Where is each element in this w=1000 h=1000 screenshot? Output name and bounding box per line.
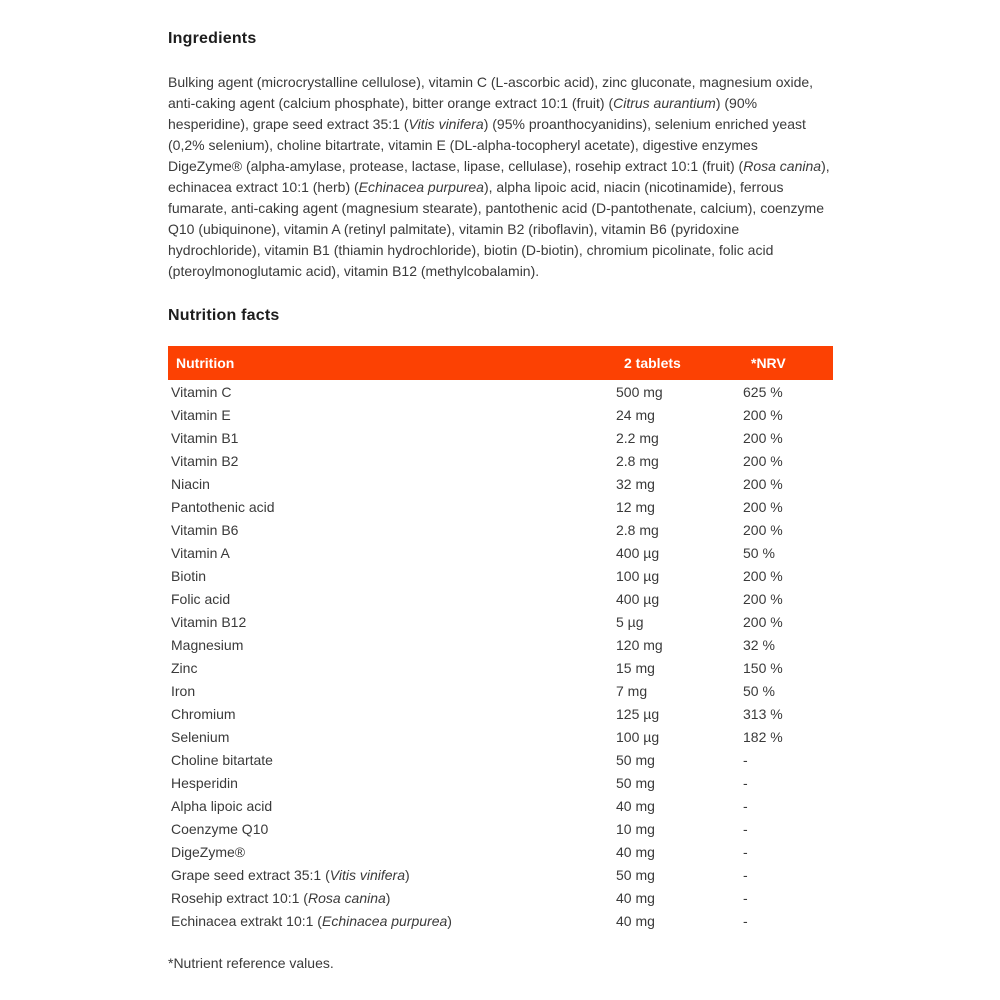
nutrient-name — [168, 702, 616, 725]
nutrient-amount: 40 mg — [616, 843, 655, 860]
text-segment: Coenzyme Q10 — [171, 820, 269, 837]
nutrient-nrv: 200 % — [743, 429, 783, 446]
text-segment: ) — [385, 889, 391, 906]
latin-name-italic: Echinacea purpurea — [321, 912, 448, 929]
nutrient-name — [168, 863, 616, 886]
table-row — [168, 403, 833, 426]
nutrient-name — [168, 748, 616, 771]
nutrient-name — [168, 633, 616, 656]
text-segment: Bulking agent (microcrystalline cellulose), vitamin C (L-ascorbic acid), zinc gluconate, magnesium oxide, anti-caking agent (calcium phosphate), bitter orange extract 10:1 (fruit) ( — [168, 74, 814, 111]
text-segment: Vitamin E — [171, 406, 231, 423]
nutrient-nrv: 200 % — [743, 475, 783, 492]
table-row — [168, 679, 833, 702]
nutrient-nrv: 32 % — [743, 636, 775, 653]
text-segment: ), echinacea extract 10:1 (herb) ( — [168, 158, 830, 195]
nutrient-nrv: 200 % — [743, 498, 783, 515]
nutrient-amount: 40 mg — [616, 797, 655, 814]
column-header-nutrition: Nutrition — [168, 346, 616, 380]
latin-name-italic: Echinacea purpurea — [358, 179, 484, 195]
text-segment: DigeZyme® — [171, 843, 246, 860]
table-row — [168, 863, 833, 886]
ingredients-heading: Ingredients — [168, 30, 257, 47]
nutrient-amount: 12 mg — [616, 498, 655, 515]
text-segment: Alpha lipoic acid — [171, 797, 273, 814]
latin-name-italic: Citrus aurantium — [613, 95, 716, 111]
table-row — [168, 541, 833, 564]
column-header-nrv: *NRV — [743, 346, 833, 380]
nutrition-table-header-row — [168, 346, 833, 380]
nutrient-name — [168, 840, 616, 863]
text-segment: Choline bitartate — [171, 751, 273, 768]
nutrient-amount: 32 mg — [616, 475, 655, 492]
nutrient-nrv: 182 % — [743, 728, 783, 745]
nutrient-name — [168, 771, 616, 794]
table-row — [168, 748, 833, 771]
column-header-2-tablets: 2 tablets — [616, 346, 743, 380]
nutrition-table — [168, 346, 833, 932]
nutrient-name — [168, 656, 616, 679]
text-segment: Magnesium — [171, 636, 244, 653]
text-segment: Iron — [171, 682, 196, 699]
nutrient-name — [168, 472, 616, 495]
nutrient-amount: 2.2 mg — [616, 429, 659, 446]
nutrient-amount: 100 µg — [616, 567, 660, 584]
nutrient-nrv: 150 % — [743, 659, 783, 676]
latin-name-italic: Vitis vinifera — [408, 116, 484, 132]
nutrient-nrv: 313 % — [743, 705, 783, 722]
table-row — [168, 702, 833, 725]
text-segment: Vitamin C — [171, 383, 232, 400]
nutrient-name — [168, 495, 616, 518]
table-row — [168, 840, 833, 863]
text-segment: Vitamin A — [171, 544, 230, 561]
text-segment: Rosehip extract 10:1 ( — [171, 889, 308, 906]
text-segment: Grape seed extract 35:1 ( — [171, 866, 330, 883]
text-segment: Zinc — [171, 659, 198, 676]
latin-name-italic: Rosa canina — [743, 158, 822, 174]
table-row — [168, 817, 833, 840]
nutrient-nrv: 200 % — [743, 521, 783, 538]
nutrient-amount: 7 mg — [616, 682, 648, 699]
nutrient-name — [168, 794, 616, 817]
nutrient-name — [168, 403, 616, 426]
table-row — [168, 472, 833, 495]
text-segment: ) (90% hesperidine), grape seed extract 35:1 ( — [168, 95, 758, 132]
nutrient-amount: 100 µg — [616, 728, 660, 745]
nutrient-nrv: - — [743, 866, 748, 883]
latin-name-italic: Rosa canina — [307, 889, 386, 906]
text-segment: Niacin — [171, 475, 210, 492]
nutrient-amount: 24 mg — [616, 406, 655, 423]
nutrient-name — [168, 541, 616, 564]
nutrient-amount: 10 mg — [616, 820, 655, 837]
nutrient-name — [168, 886, 616, 909]
text-segment: Biotin — [171, 567, 207, 584]
text-segment: Vitamin B2 — [171, 452, 239, 469]
nutrient-amount: 40 mg — [616, 912, 655, 929]
text-segment: Vitamin B12 — [171, 613, 247, 630]
table-row — [168, 518, 833, 541]
nutrition-table-body — [168, 380, 833, 932]
table-row — [168, 656, 833, 679]
text-segment: Vitamin B1 — [171, 429, 239, 446]
nutrient-nrv: - — [743, 843, 748, 860]
nutrient-amount: 400 µg — [616, 544, 660, 561]
nutrient-name — [168, 817, 616, 840]
text-segment: Hesperidin — [171, 774, 238, 791]
nutrient-amount: 2.8 mg — [616, 452, 659, 469]
nutrient-name — [168, 380, 616, 403]
nutrient-name — [168, 518, 616, 541]
table-row — [168, 633, 833, 656]
nutrient-name — [168, 909, 616, 932]
table-row — [168, 886, 833, 909]
nutrient-nrv: - — [743, 751, 748, 768]
text-segment: ) — [404, 866, 410, 883]
table-row — [168, 794, 833, 817]
table-row — [168, 380, 833, 403]
table-row — [168, 610, 833, 633]
table-row — [168, 909, 833, 932]
nutrient-nrv: 200 % — [743, 590, 783, 607]
text-segment: Folic acid — [171, 590, 231, 607]
nutrient-name — [168, 679, 616, 702]
text-segment: Chromium — [171, 705, 236, 722]
nutrient-amount: 50 mg — [616, 774, 655, 791]
nutrient-name — [168, 449, 616, 472]
nutrient-amount: 50 mg — [616, 866, 655, 883]
ingredients-paragraph — [168, 72, 835, 282]
nutrient-nrv: 200 % — [743, 613, 783, 630]
nutrient-amount: 400 µg — [616, 590, 660, 607]
nutrient-amount: 5 µg — [616, 613, 644, 630]
nutrient-nrv: 200 % — [743, 452, 783, 469]
nutrient-nrv: 50 % — [743, 544, 775, 561]
nutrient-nrv: 50 % — [743, 682, 775, 699]
text-segment: ), alpha lipoic acid, niacin (nicotinamide), ferrous fumarate, anti-caking agent (magnesium stearate), pantothenic acid (D-pantothenate, calcium), coenzyme Q10 (ubiquinone), vitamin A (retinyl palmitate), vitamin B2 (riboflavin), vitamin B6 (pyridoxine hydrochloride), vitamin B1 (thiamin hydrochloride), biotin (D-biotin), chromium picolinate, folic acid (pteroylmonoglutamic acid), vitamin B12 (methylcobalamin). — [168, 179, 825, 279]
nutrient-name — [168, 587, 616, 610]
text-segment: Pantothenic acid — [171, 498, 275, 515]
nutrient-name — [168, 610, 616, 633]
table-row — [168, 587, 833, 610]
nutrient-amount: 50 mg — [616, 751, 655, 768]
nutrient-amount: 15 mg — [616, 659, 655, 676]
text-segment: Selenium — [171, 728, 230, 745]
nutrient-name — [168, 725, 616, 748]
nutrient-amount: 40 mg — [616, 889, 655, 906]
latin-name-italic: Vitis vinifera — [329, 866, 405, 883]
nutrient-nrv: 200 % — [743, 406, 783, 423]
text-segment: ) (95% proanthocyanidins), selenium enriched yeast (0,2% selenium), choline bitartrate, vitamin E (DL-alpha-tocopheryl acetate), digestive enzymes DigeZyme® (alpha-amylase, protease, lactase, lipase, cellulase), rosehip extract 10:1 (fruit) ( — [168, 116, 806, 174]
nutrient-nrv: - — [743, 820, 748, 837]
nutrient-nrv: 625 % — [743, 383, 783, 400]
text-segment: Echinacea extrakt 10:1 ( — [171, 912, 322, 929]
nrv-footnote: *Nutrient reference values. — [168, 955, 334, 971]
nutrient-nrv: - — [743, 774, 748, 791]
table-row — [168, 495, 833, 518]
table-row — [168, 725, 833, 748]
text-segment: Vitamin B6 — [171, 521, 239, 538]
nutrient-name — [168, 426, 616, 449]
nutrient-amount: 125 µg — [616, 705, 660, 722]
nutrient-nrv: - — [743, 797, 748, 814]
table-row — [168, 564, 833, 587]
text-segment: ) — [447, 912, 452, 929]
nutrient-nrv: - — [743, 889, 748, 906]
nutrient-amount: 500 mg — [616, 383, 663, 400]
nutrient-amount: 120 mg — [616, 636, 663, 653]
nutrient-name — [168, 564, 616, 587]
nutrient-nrv: 200 % — [743, 567, 783, 584]
nutrition-facts-heading: Nutrition facts — [168, 307, 280, 324]
table-row — [168, 771, 833, 794]
nutrient-amount: 2.8 mg — [616, 521, 659, 538]
nutrient-nrv: - — [743, 912, 748, 929]
table-row — [168, 426, 833, 449]
table-row — [168, 449, 833, 472]
